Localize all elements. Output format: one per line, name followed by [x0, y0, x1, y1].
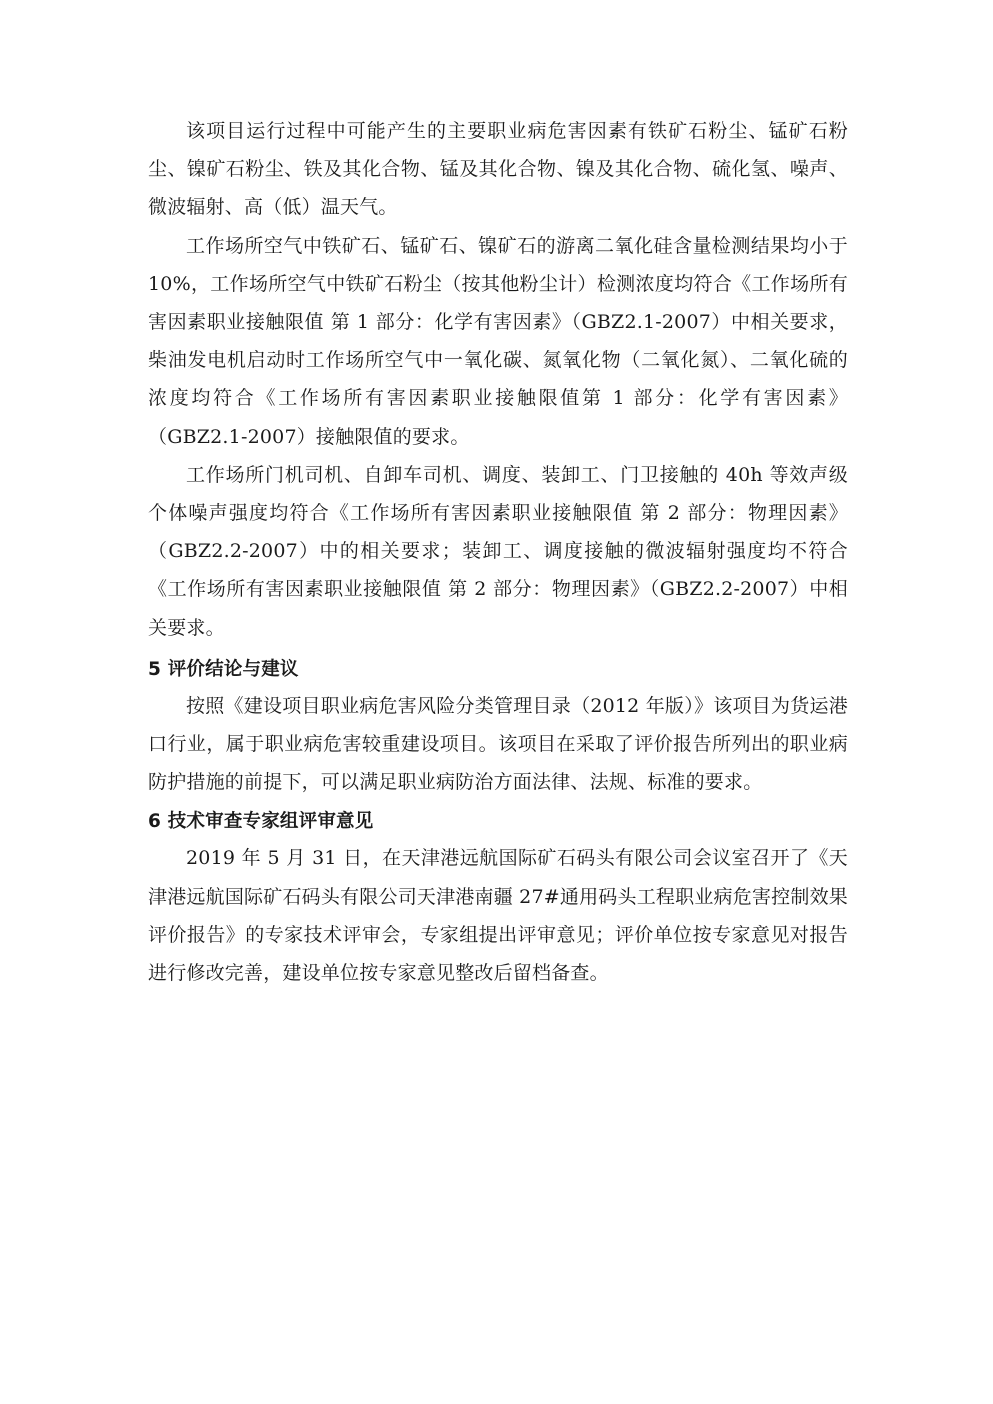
paragraph-noise-results: 工作场所门机司机、自卸车司机、调度、装卸工、门卫接触的 40h 等效声级个体噪声强度均符合《工作场所有害因素职业接触限值 第 2 部分：物理因素》（GBZ2.2-2007）中的相关要求；装卸工、调度接触的微波辐射强度均不符合《工作场所有害因素职业接触限值 第 2 部分：物理因素》（GBZ2.2-2007）中相关要求。: [148, 463, 848, 639]
paragraph-dust-results: 工作场所空气中铁矿石、锰矿石、镍矿石的游离二氧化硅含量检测结果均小于 10%，工作场所空气中铁矿石粉尘（按其他粉尘计）检测浓度均符合《工作场所有害因素职业接触限值 第 1 部分：化学有害因素》（GBZ2.1-2007）中相关要求，柴油发电机启动时工作场所空气中一氧化碳、氮氧化物（二氧化氮）、二氧化硫的浓度均符合《工作场所有害因素职业接触限值第 1 部分：化学有害因素》（GBZ2.1-2007）接触限值的要求。: [148, 234, 848, 448]
section-6-heading: 6 技术审查专家组评审意见: [148, 811, 374, 833]
section-6-body: 2019 年 5 月 31 日，在天津港远航国际矿石码头有限公司会议室召开了《天津港远航国际矿石码头有限公司天津港南疆 27#通用码头工程职业病危害控制效果评价报告》的专家技术评审会，专家组提出评审意见；评价单位按专家意见对报告进行修改完善，建设单位按专家意见整改后留档备查。: [148, 847, 848, 985]
section-5-heading: 5 评价结论与建议: [148, 658, 299, 680]
document-page: [148, 112, 848, 992]
section-5-body: 按照《建设项目职业病危害风险分类管理目录（2012 年版）》该项目为货运港口行业，属于职业病危害较重建设项目。该项目在采取了评价报告所列出的职业病防护措施的前提下，可以满足职业病防治方面法律、法规、标准的要求。: [148, 694, 848, 794]
paragraph-hazard-factors: 该项目运行过程中可能产生的主要职业病危害因素有铁矿石粉尘、锰矿石粉尘、镍矿石粉尘、铁及其化合物、锰及其化合物、镍及其化合物、硫化氢、噪声、微波辐射、高（低）温天气。: [148, 120, 848, 219]
